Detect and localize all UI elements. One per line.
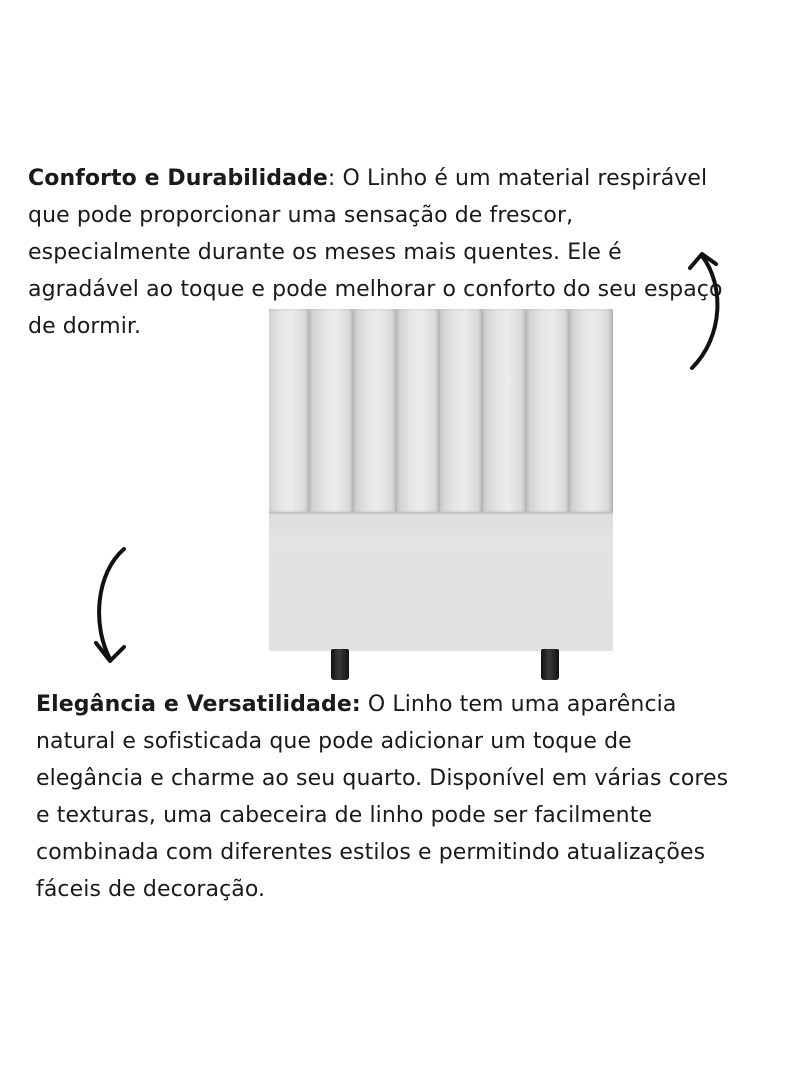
headboard-channel bbox=[572, 309, 613, 512]
headboard-leg-right bbox=[541, 649, 559, 680]
headboard-channel bbox=[485, 309, 526, 512]
section-conforto-title: Conforto e Durabilidade bbox=[28, 166, 328, 191]
headboard-channels bbox=[269, 309, 613, 512]
headboard-channel bbox=[529, 309, 570, 512]
section-conforto-separator: : bbox=[327, 166, 336, 191]
curved-arrow-down-icon bbox=[88, 543, 134, 669]
headboard-channel bbox=[269, 309, 310, 512]
headboard-channel bbox=[399, 309, 440, 512]
curved-arrow-up-icon bbox=[680, 244, 730, 376]
section-elegancia-title: Elegância e Versatilidade: bbox=[36, 692, 361, 717]
headboard-channel bbox=[356, 309, 397, 512]
section-conforto-text: O Linho é um material respirável que pode proporcionar uma sensação de frescor, especialmente durante os meses mais quentes. Ele é agradável ao toque e pode melhorar o conforto do seu espaço de dormir. bbox=[28, 166, 723, 339]
headboard-base bbox=[269, 512, 613, 651]
section-elegancia-text: O Linho tem uma aparência natural e sofisticada que pode adicionar um toque de elegância e charme ao seu quarto. Disponível em várias cores e texturas, uma cabeceira de linho pode ser facilmente combinada com diferentes estilos e permitindo atualizações fáceis de decoração. bbox=[36, 692, 729, 902]
headboard-leg-left bbox=[331, 649, 349, 680]
headboard-channel bbox=[312, 309, 353, 512]
headboard-channel bbox=[442, 309, 483, 512]
section-elegancia bbox=[36, 686, 736, 908]
headboard-image bbox=[269, 309, 613, 681]
